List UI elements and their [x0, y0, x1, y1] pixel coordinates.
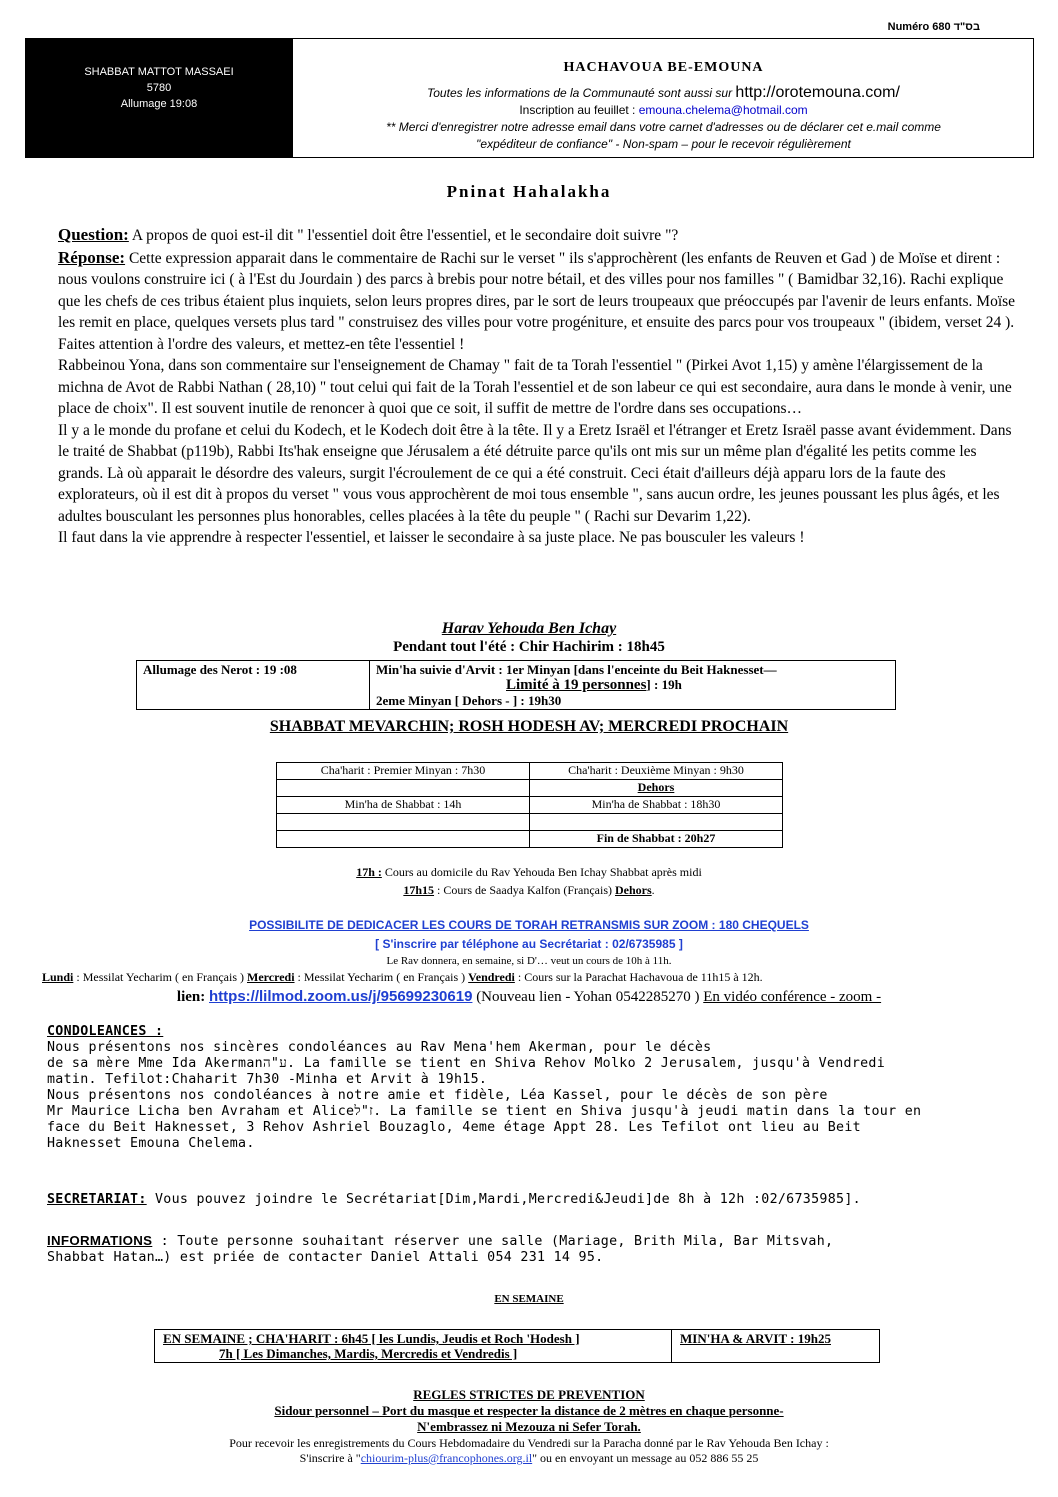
author-signature: Harav Yehouda Ben Ichay: [441, 620, 617, 637]
table-cell: [277, 831, 530, 848]
informations-text: : Toute personne souhaitant réserver une salle (Mariage, Brith Mila, Bar Mitsvah,: [152, 1234, 834, 1249]
dedication-link[interactable]: POSSIBILITE DE DEDICACER LES COURS DE TORAH RETRANSMIS SUR ZOOM : 180 CHEQUELS: [249, 918, 809, 932]
regles-block: [0, 1387, 1058, 1435]
video-conference: En vidéo conférence - zoom -: [703, 989, 882, 1005]
table-row: [277, 780, 783, 797]
minha-cell: [370, 661, 896, 710]
halakha-paragraph-3: Il y a le monde du profane et celui du Kodech, et le Kodech doit être à la tête. Il y a Eretz Israël et l'étranger et Eretz Israël passe avant évidemment. Dans le traité de Shabbat (p119b), Rabbi Its'hak enseigne que Jérusalem a été détruite parce qu'ils ont mis sur un même plan d'égalité les petits comme les grands. Là où apparait le désordre des valeurs, surgit l'écroulement de ce qui a été construit. Ceci était d'ailleurs déjà apparu lors de la faute des explorateurs, où il est dit à propos du verset " vous vous approchèrent de moi tous ensemble ", sans aucun ordre, les jeunes poussant les plus âgés, et les adultes bousculant les personnes plus honorables, celles placées à la tête du peuple " ( Rachi sur Devarim 1,22).: [58, 421, 1012, 525]
lien-line: [0, 988, 1058, 1006]
charit-line-2: 7h [ Les Dimanches, Mardis, Mercredis et Vendredis ]: [219, 1346, 518, 1361]
regles-line-1: Sidour personnel – Port du masque et respecter la distance de 2 mètres en chaque personne-: [274, 1403, 784, 1418]
site-line-text: Toutes les informations de la Communauté sont aussi sur: [427, 86, 733, 100]
halakha-title: Pninat Hahalakha: [446, 182, 612, 201]
mercredi-label: Mercredi: [247, 970, 295, 984]
nerot-cell: Allumage des Nerot : 19 :08: [137, 661, 370, 710]
site-url[interactable]: http://orotemouna.com/: [735, 84, 900, 101]
table-row: [277, 814, 783, 831]
table-cell: Fin de Shabbat : 20h27: [530, 831, 783, 848]
regles-title: REGLES STRICTES DE PREVENTION: [413, 1387, 645, 1402]
table-row: [277, 831, 783, 848]
semaine-label: EN SEMAINE: [494, 1293, 564, 1305]
secretariat-label: SECRETARIAT:: [47, 1192, 147, 1207]
regles-line-2: N'embrassez ni Mezouza ni Sefer Torah.: [417, 1419, 641, 1434]
informations-line-2: Shabbat Hatan…) est priée de contacter Daniel Attali 054 231 14 95.: [47, 1250, 604, 1265]
summer-line: Pendant tout l'été : Chir Hachirim : 18h45: [393, 639, 665, 655]
table-cell: [277, 780, 530, 797]
table-row: [155, 1330, 880, 1363]
condoleances-line: Haknesset Emouna Chelema.: [47, 1136, 255, 1151]
table-row: [277, 797, 783, 814]
recordings-end: " ou en envoyant un message au 052 886 55 25: [532, 1451, 759, 1465]
reponse-label: Réponse:: [58, 247, 126, 267]
cours1-time: 17h :: [356, 865, 382, 879]
reponse-paragraph: [58, 247, 1018, 356]
cours2-time: 17h15: [403, 883, 435, 897]
question-text: A propos de quoi est-il dit " l'essentiel doit être l'essentiel, et le secondaire doit suivre "?: [131, 227, 679, 244]
issue-number: Numéro 680 בס"ד: [887, 21, 980, 33]
week-note: Le Rav donnera, en semaine, si D'… veut un cours de 10h à 11h.: [386, 955, 672, 967]
zoom-url-link[interactable]: https://lilmod.zoom.us/j/95699230619: [209, 988, 473, 1005]
recordings-line-2: [0, 1451, 1058, 1466]
vendredi-text: : Cours sur la Parachat Hachavoua de 11h15 à 12h.: [517, 970, 763, 984]
mevarchin-heading: SHABBAT MEVARCHIN; ROSH HODESH AV; MERCREDI PROCHAIN: [269, 718, 789, 735]
recordings-line-1: Pour recevoir les enregistrements du Cours Hebdomadaire du Vendredi sur la Paracha donné par le Rav Yehouda Ben Ichay :: [229, 1436, 829, 1450]
informations-section: [47, 1233, 1027, 1266]
inscription-line: [293, 102, 1034, 119]
condoleances-label: CONDOLEANCES :: [47, 1024, 164, 1039]
condoleances-line: Mr Maurice Licha ben Avraham et Aliceז"ל. La famille se tient en Shiva jusqu'à jeudi matin dans la tour en: [47, 1104, 922, 1119]
cours2-text: : Cours de Saadya Kalfon (Français): [437, 883, 612, 897]
condoleances-line: matin. Tefilot:Chaharit 7h30 -Minha et Arvit à 19h15.: [47, 1072, 488, 1087]
lien-note: (Nouveau lien - Yohan 0542285270 ): [476, 989, 700, 1005]
header-info: [293, 38, 1034, 153]
minha-line-3: 2eme Minyan [ Dehors - ] : 19h30: [376, 693, 562, 708]
lundi-label: Lundi: [42, 970, 74, 984]
reponse-text: Cette expression apparait dans le commentaire de Rachi sur le verset " ils s'approchèrent (les enfants de Reuven et Gad ) de Moïse et dirent : nous voulons construire ici ( à l'Est du Jourdain ) des parcs à brebis pour notre bétail, et des villes pour nos familles " ( Bamidbar 32,16). Rachi explique que les chefs de ces tribus étaient plus inquiets, selon leurs propres dires, par le sort de leurs troupeaux que préoccupés par l'avenir de leurs enfants. Moïse les remit en place, quelques versets plus tard " construisez des villes pour votre progéniture, et ensuite des parcs pour vos troupeaux " (ibidem, verset 24 ). Faites attention à l'ordre des valeurs, et mettez-en tête l'essentiel !: [58, 249, 1016, 353]
table-row: [277, 763, 783, 780]
friday-schedule-table: [136, 660, 896, 710]
inscription-email-link[interactable]: emouna.chelema@hotmail.com: [638, 103, 808, 117]
shabbat-schedule-table: [276, 762, 783, 848]
secretariat-line: [47, 1192, 1037, 1208]
shabbat-info-panel: [25, 38, 293, 158]
minha-limit: Limité à 19 personnes: [506, 677, 647, 693]
inscription-label: Inscription au feuillet :: [519, 103, 636, 117]
shabbat-name: SHABBAT MATTOT MASSAEI: [84, 66, 234, 78]
secretariat-text: Vous pouvez joindre le Secrétariat[Dim,Mardi,Mercredi&Jeudi]de 8h à 12h :02/6735985].: [146, 1192, 861, 1207]
condoleances-section: [47, 1024, 1027, 1152]
condoleances-line: Nous présentons nos condoléances à notre amie et fidèle, Léa Kassel, pour le décès de son père: [47, 1088, 828, 1103]
minha-line-1: Min'ha suivie d'Arvit : 1er Minyan [dans l'enceinte du Beit Haknesset—: [376, 662, 777, 677]
cours1-text: Cours au domicile du Rav Yehouda Ben Ichay Shabbat après midi: [384, 865, 702, 879]
cours-line-2: [0, 881, 1058, 899]
vendredi-label: Vendredi: [468, 970, 515, 984]
cours-block: [0, 863, 1058, 899]
table-cell: Dehors: [530, 780, 783, 797]
recordings-email-link[interactable]: chiourim-plus@francophones.org.il: [360, 1451, 533, 1465]
halakha-body: [58, 224, 1018, 549]
minha-limit-time: ] : 19h: [646, 677, 682, 692]
minha-arvit-cell: MIN'HA & ARVIT : 19h25: [672, 1330, 880, 1363]
condoleances-line: de sa mère Mme Ida Akermanע"ה. La famille se tient en Shiva Rehov Molko 2 Jerusalem, jusqu'à Vendredi: [47, 1056, 886, 1071]
table-row: [137, 661, 896, 710]
question-label: Question:: [58, 225, 129, 244]
site-line: [293, 84, 1034, 102]
weekday-schedule-table: [154, 1329, 880, 1363]
cours2-end: .: [651, 883, 655, 897]
week-days: [42, 970, 763, 985]
note-line-1: ** Merci d'enregistrer notre adresse email dans votre carnet d'adresses ou de déclarer cet e.mail comme: [386, 120, 941, 134]
question-paragraph: [58, 224, 1018, 247]
minha-line-2: [376, 677, 889, 693]
zoom-inscription: [ S'inscrire par téléphone au Secrétariat : 02/6735985 ]: [375, 937, 683, 951]
table-cell: Min'ha de Shabbat : 14h: [277, 797, 530, 814]
recordings-block: [0, 1436, 1058, 1466]
table-cell: Cha'harit : Premier Minyan : 7h30: [277, 763, 530, 780]
condoleances-line: Nous présentons nos sincères condoléances au Rav Mena'hem Akerman, pour le décès: [47, 1040, 712, 1055]
lundi-text: : Messilat Yecharim ( en Français ): [76, 970, 244, 984]
halakha-paragraph-4: Il faut dans la vie apprendre à respecter l'essentiel, et laisser le secondaire à sa juste place. Ne pas bousculer les valeurs !: [58, 529, 805, 546]
informations-line-1: [47, 1233, 1027, 1250]
cours-line-1: [0, 863, 1058, 881]
shabbat-year: 5780: [146, 82, 172, 94]
halakha-paragraph-2: Rabbeinou Yona, dans son commentaire sur l'enseignement de Chamay " fait de ta Torah l'essentiel " (Pirkei Avot 1,15) y amène l'élargissement de la michna de Avot de Rabbi Nathan ( 28,10) " tout celui qui fait de la Torah l'essentiel et de son labeur ce qui est secondaire, aura dans le monde à venir, une place de choix". Il est souvent inutile de renoncer à quoi que ce soit, il suffit de mettre de l'ordre dans ses occupations…: [58, 357, 1012, 417]
table-cell: Cha'harit : Deuxième Minyan : 9h30: [530, 763, 783, 780]
mercredi-text: : Messilat Yecharim ( en Français ): [297, 970, 466, 984]
table-cell: Min'ha de Shabbat : 18h30: [530, 797, 783, 814]
allumage-time: Allumage 19:08: [120, 98, 198, 110]
table-cell: [530, 814, 783, 831]
cours2-place: Dehors: [614, 883, 652, 897]
charit-cell: [155, 1330, 672, 1363]
recordings-start: S'inscrire à ": [299, 1451, 361, 1465]
newsletter-title: HACHAVOUA BE-EMOUNA: [563, 60, 764, 75]
note-line-2: "expéditeur de confiance" - Non-spam – pour le recevoir régulièrement: [476, 137, 851, 151]
table-cell: [277, 814, 530, 831]
charit-line-1: EN SEMAINE ; CHA'HARIT : 6h45 [ les Lundis, Jeudis et Roch 'Hodesh ]: [163, 1331, 580, 1346]
informations-label: INFORMATIONS: [47, 1233, 153, 1248]
condoleances-line: face du Beit Haknesset, 3 Rehov Ashriel Bouzaglo, 4eme étage Appt 28. Les Tefilot ont lieu au Beit: [47, 1120, 861, 1135]
lien-label: lien:: [176, 989, 206, 1005]
